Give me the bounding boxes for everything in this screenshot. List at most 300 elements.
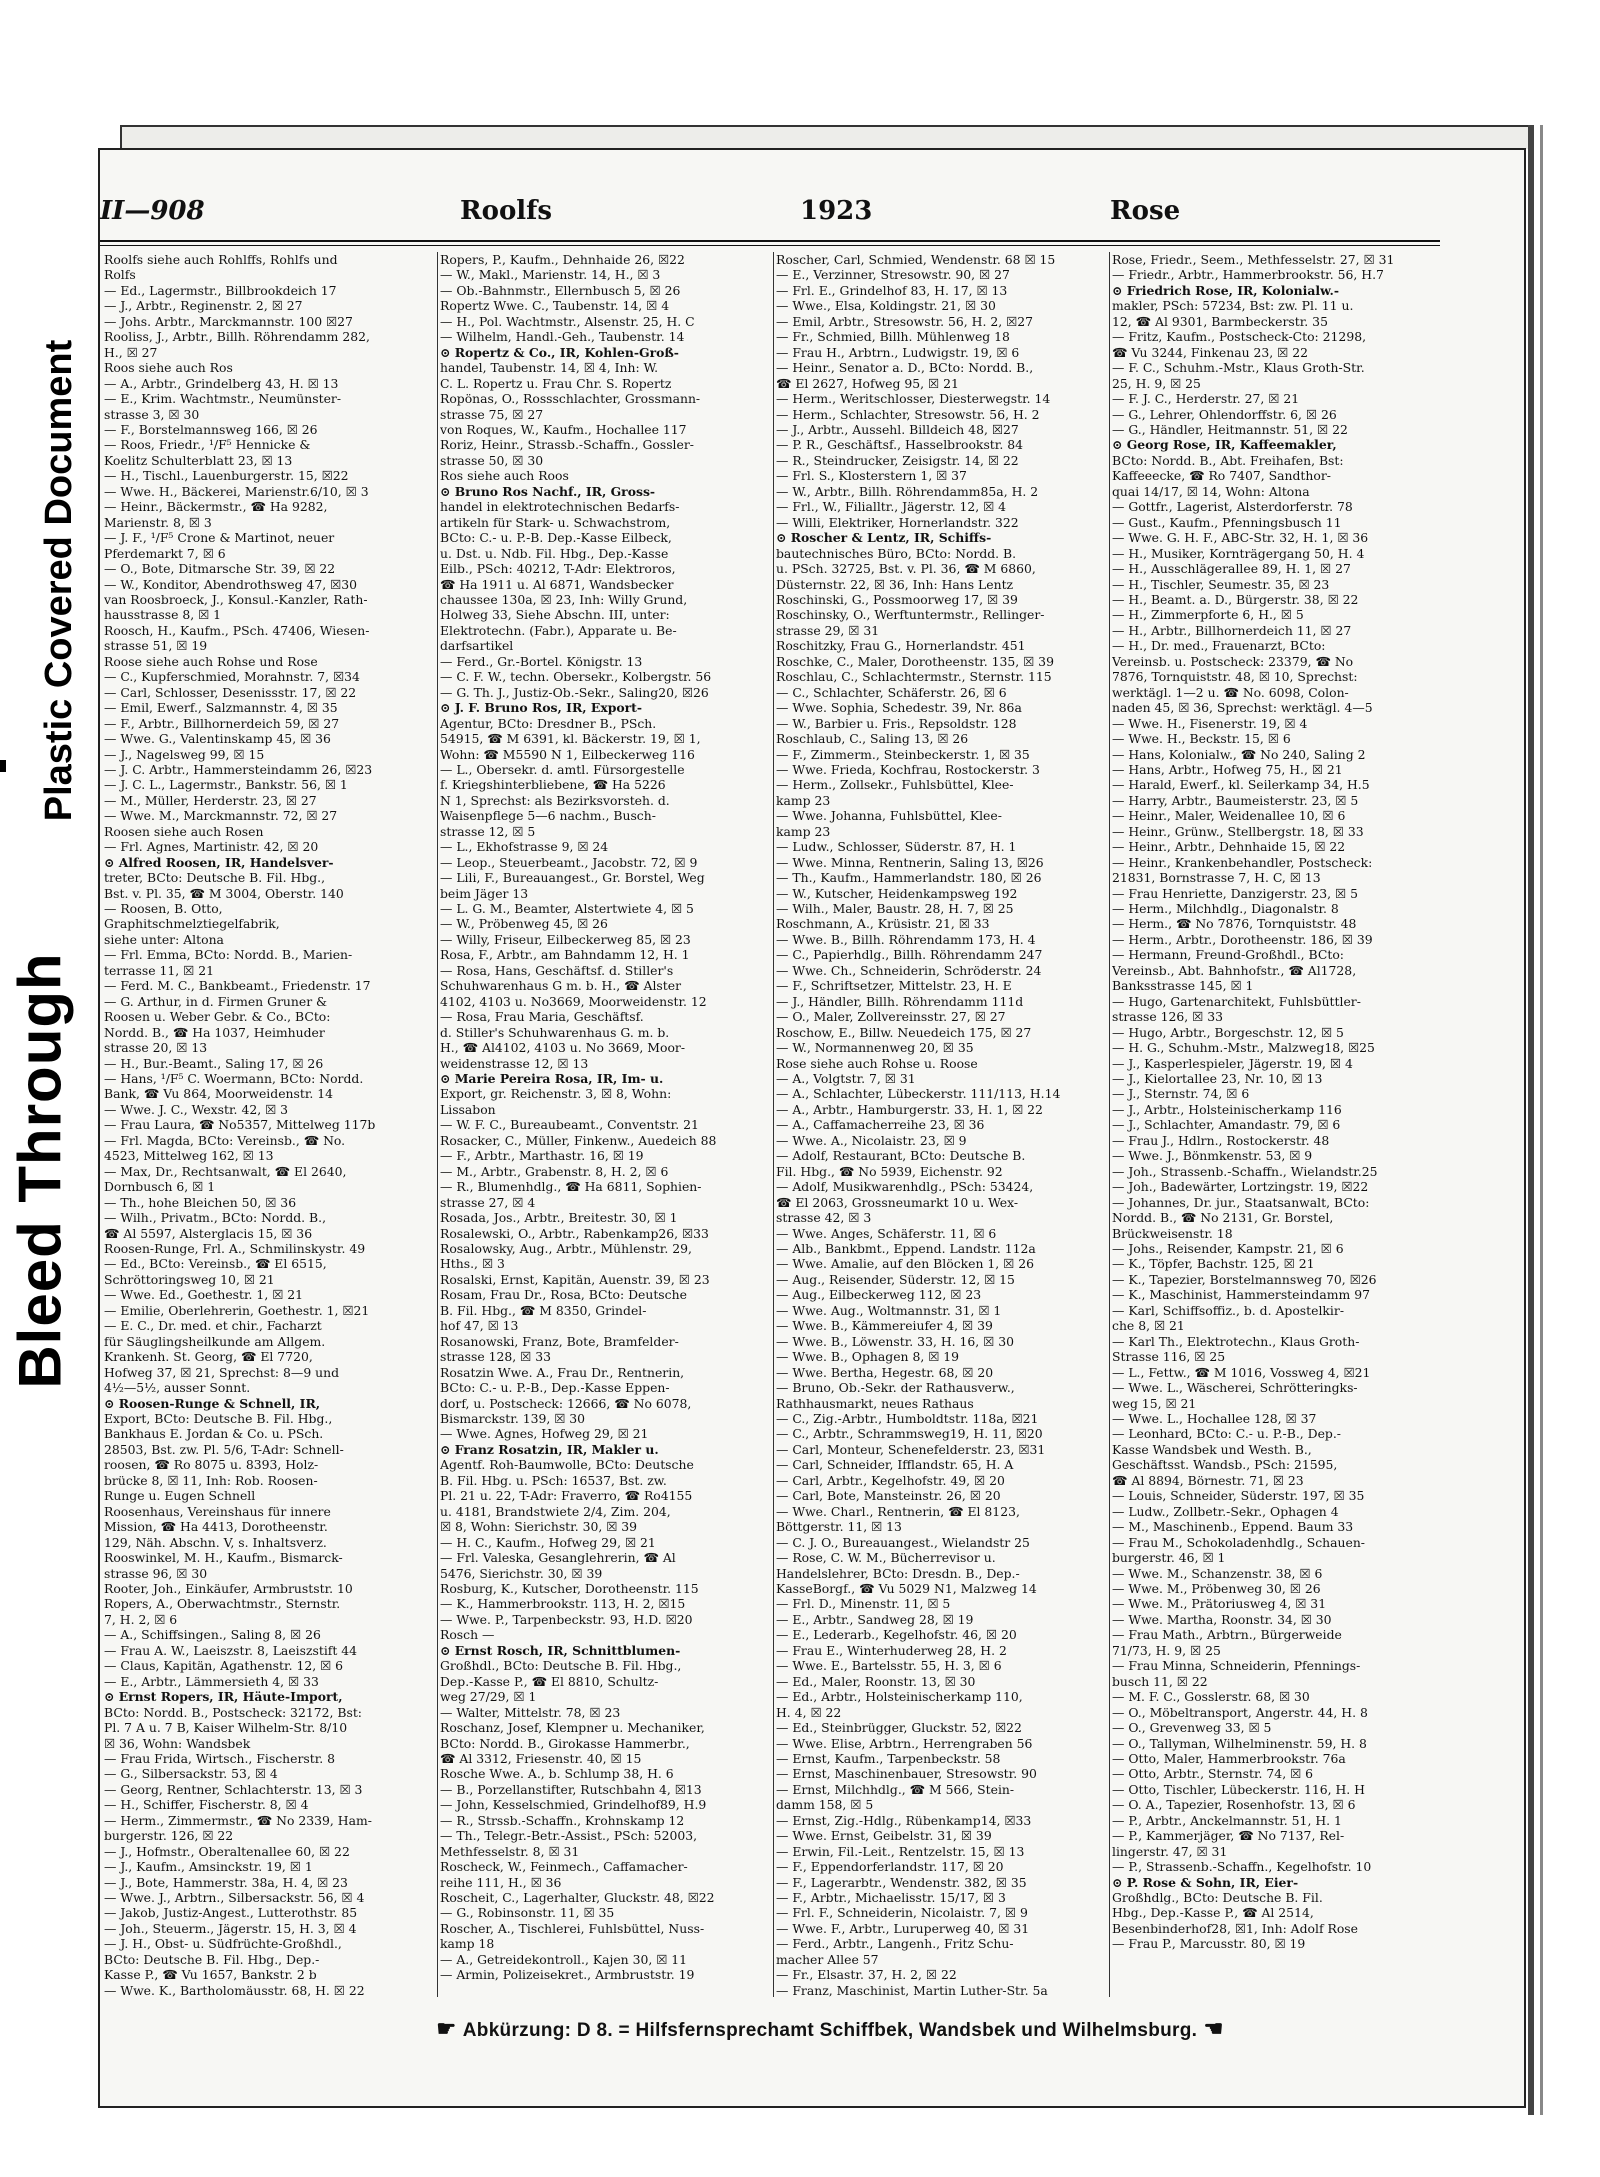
directory-entry-line: — Bruno, Ob.-Sekr. der Rathausverw., <box>776 1380 1015 1396</box>
directory-entry-line: — Heinr., Grünw., Stellbergstr. 18, ☒ 33 <box>1112 823 1364 839</box>
directory-entry-line: strasse 96, ☒ 30 <box>104 1565 208 1581</box>
directory-entry-line: — Fr., Schmied, Billh. Mühlenweg 18 <box>776 329 1010 345</box>
directory-entry-line: Brückweisenstr. 18 <box>1112 1225 1233 1241</box>
scan-edge-inner <box>1540 125 1543 2115</box>
directory-entry-line: Rosada, Jos., Arbtr., Breitestr. 30, ☒ 1 <box>440 1210 678 1226</box>
directory-entry-line: — F., Lagerarbtr., Wendenstr. 382, ☒ 35 <box>776 1874 1027 1890</box>
directory-entry-line: chaussee 130a, ☒ 23, Inh: Willy Grund, <box>440 591 688 607</box>
page-header <box>100 196 1380 236</box>
directory-entry-line: — A., Schiffsingen., Saling 8, ☒ 26 <box>104 1627 321 1643</box>
bleed-through-text: Bleed Through <box>6 951 74 1389</box>
directory-entry-line: Rosalowsky, Aug., Arbtr., Mühlenstr. 29, <box>440 1241 692 1256</box>
directory-entry-line: — Wwe. M., Prätoriusweg 4, ☒ 31 <box>1112 1596 1327 1612</box>
directory-entry-line: — Fritz, Kaufm., Postscheck-Cto: 21298, <box>1112 329 1367 345</box>
directory-entry-line: Banksstrasse 145, ☒ 1 <box>1112 978 1254 994</box>
directory-entry-line: — O., Bote, Ditmarsche Str. 39, ☒ 22 <box>104 561 336 577</box>
side-labels <box>0 0 95 2177</box>
directory-entry-line: ⊙ Ernst Rosch, IR, Schnittblumen- <box>440 1642 681 1658</box>
directory-entry-line: — A., Arbtr., Hamburgerstr. 33, H. 1, ☒ 22 <box>776 1101 1043 1117</box>
directory-entry-line: — H., Beamt. a. D., Bürgerstr. 38, ☒ 22 <box>1112 591 1359 607</box>
directory-entry-line: Schröttoringsweg 10, ☒ 21 <box>104 1271 275 1287</box>
page-edge-shadow <box>120 125 1532 149</box>
directory-entry-line: — Wwe. J., Arbtrn., Silbersackstr. 56, ☒ 4 <box>104 1890 365 1906</box>
directory-entry-line: Roscheck, W., Feinmech., Caffamacher- <box>440 1859 688 1875</box>
directory-entry-line: — Johs. Arbtr., Marckmannstr. 100 ☒27 <box>104 313 353 329</box>
directory-entry-line: BCto: Deutsche B. Fil. Hbg., Dep.- <box>104 1951 320 1967</box>
directory-entry-line: Roschmann, A., Krüsistr. 21, ☒ 33 <box>776 916 990 932</box>
directory-entry-line: — Frau H., Arbtrn., Ludwigstr. 19, ☒ 6 <box>776 344 1020 360</box>
directory-entry-line: terrasse 11, ☒ 21 <box>104 962 214 978</box>
directory-entry-line: — Ed., BCto: Vereinsb., ☎ El 6515, <box>104 1256 327 1272</box>
column-4 <box>1112 252 1437 2002</box>
directory-entry-line: — A., Arbtr., Grindelberg 43, H. ☒ 13 <box>104 375 339 391</box>
directory-entry-line: Hths., ☒ 3 <box>440 1256 505 1272</box>
directory-entry-line: ⊙ Franz Rosatzin, IR, Makler u. <box>440 1441 659 1457</box>
directory-entry-line: kamp 23 <box>776 792 831 808</box>
directory-entry-line: ⊙ Bruno Ros Nachf., IR, Gross- <box>440 483 656 499</box>
abbreviation-footer <box>350 2016 1310 2046</box>
directory-entry-line: BCto: C.- u. P.-B., Dep.-Kasse Eppen- <box>440 1380 670 1396</box>
directory-entry-line: busch 11, ☒ 22 <box>1112 1673 1208 1689</box>
directory-entry-line: — Carl, Schlosser, Desenissstr. 17, ☒ 22 <box>104 684 357 700</box>
directory-entry-line: burgerstr. 126, ☒ 22 <box>104 1828 234 1844</box>
header-rule <box>100 240 1440 242</box>
directory-entry-line: — H., Dr. med., Frauenarzt, BCto: <box>1112 638 1326 654</box>
directory-entry-line: — E., Verzinner, Stresowstr. 90, ☒ 27 <box>776 267 1010 283</box>
directory-entry-line: — Herm., Zollsekr., Fuhlsbüttel, Klee- <box>776 777 1014 793</box>
directory-entry-line: — G., Lehrer, Ohlendorffstr. 6, ☒ 26 <box>1112 406 1337 422</box>
directory-entry-line: — Wwe. A., Nicolaistr. 23, ☒ 9 <box>776 1132 967 1148</box>
directory-entry-line: — Wwe. P., Tarpenbeckstr. 93, H.D. ☒20 <box>440 1611 693 1627</box>
directory-entry-line: — Ob.-Bahnmstr., Ellernbusch 5, ☒ 26 <box>440 282 681 298</box>
directory-entry-line: Roos siehe auch Ros <box>104 360 233 376</box>
directory-entry-line: — Emil, Arbtr., Stresowstr. 56, H. 2, ☒27 <box>776 313 1033 329</box>
directory-entry-line: H. 4, ☒ 22 <box>776 1704 842 1720</box>
directory-entry-line: — Wwe. Agnes, Hofweg 29, ☒ 21 <box>440 1426 649 1442</box>
directory-entry-line: Dornbusch 6, ☒ 1 <box>104 1179 216 1195</box>
directory-entry-line: Eilb., PSch: 40212, T-Adr: Elektroros, <box>440 561 676 577</box>
directory-entry-line: Rooliss, J., Arbtr., Billh. Röhrendamm 282, <box>104 329 370 345</box>
directory-entry-line: Krankenh. St. Georg, ☎ El 7720, <box>104 1349 313 1365</box>
directory-entry-line: ☎ Al 8894, Börnestr. 71, ☒ 23 <box>1112 1472 1304 1488</box>
directory-entry-line: — Armin, Polizeisekret., Armbruststr. 19 <box>440 1967 695 1983</box>
directory-entry-line: — J., Sternstr. 74, ☒ 6 <box>1112 1086 1250 1102</box>
directory-entry-line: — Frl. D., Minenstr. 11, ☒ 5 <box>776 1596 951 1612</box>
directory-entry-line: brücke 8, ☒ 11, Inh: Rob. Roosen- <box>104 1472 318 1488</box>
directory-entry-line: — Ernst, Maschinenbauer, Stresowstr. 90 <box>776 1766 1037 1782</box>
directory-entry-line: — C., Schlachter, Schäferstr. 26, ☒ 6 <box>776 684 1007 700</box>
directory-entry-line: — Herm., Weritschlosser, Diesterwegstr. 14 <box>776 391 1051 407</box>
directory-entry-line: — Erwin, Fil.-Leit., Rentzelstr. 15, ☒ 13 <box>776 1843 1025 1859</box>
directory-entry-line: — Hermann, Freund-Großhdl., BCto: <box>1112 947 1344 963</box>
directory-entry-line: Export, gr. Reichenstr. 3, ☒ 8, Wohn: <box>440 1086 672 1102</box>
directory-entry-line: — Wwe. M., Marckmannstr. 72, ☒ 27 <box>104 808 338 824</box>
directory-entry-line: — Wwe. Ernst, Geibelstr. 31, ☒ 39 <box>776 1828 992 1844</box>
directory-entry-line: — F., Arbtr., Billhornerdeich 59, ☒ 27 <box>104 715 340 731</box>
directory-entry-line: — Heinr., Maler, Weidenallee 10, ☒ 6 <box>1112 808 1346 824</box>
directory-entry-line: — Karl Th., Elektrotechn., Klaus Groth- <box>1112 1333 1360 1349</box>
directory-entry-line: — Ludw., Schlosser, Süderstr. 87, H. 1 <box>776 839 1017 855</box>
directory-entry-line: — Wilhelm, Handl.-Geh., Taubenstr. 14 <box>440 329 685 345</box>
directory-entry-line: Rosacker, C., Müller, Finkenw., Auedeich 88 <box>440 1132 717 1148</box>
directory-entry-line: — A., Caffamacherreihe 23, ☒ 36 <box>776 1117 985 1133</box>
directory-entry-line: BCto: C.- u. P.-B. Dep.-Kasse Eilbeck, <box>440 530 672 546</box>
directory-entry-line: weg 15, ☒ 21 <box>1112 1395 1197 1411</box>
directory-entry-line: — Lili, F., Bureauangest., Gr. Borstel, Weg <box>440 870 705 886</box>
directory-entry-line: Rosatzin Wwe. A., Frau Dr., Rentnerin, <box>440 1364 685 1380</box>
directory-entry-line: ☎ El 2627, Hofweg 95, ☒ 21 <box>776 375 959 391</box>
directory-entry-line: — Wwe. Sophia, Schedestr. 39, Nr. 86a <box>776 700 1022 716</box>
directory-entry-line: darfsartikel <box>440 638 514 654</box>
directory-entry-line: — Aug., Reisender, Süderstr. 12, ☒ 15 <box>776 1271 1015 1287</box>
directory-entry-line: Ropers, A., Oberwachtmstr., Sternstr. <box>104 1596 341 1612</box>
directory-entry-line: — W., Pröbenweg 45, ☒ 26 <box>440 916 608 932</box>
directory-entry-line: — Friedr., Arbtr., Hammerbrookstr. 56, H.7 <box>1112 267 1384 283</box>
directory-entry-line: — Carl, Monteur, Schenefelderstr. 23, ☒31 <box>776 1441 1046 1457</box>
directory-entry-line: — C., Papierhdlg., Billh. Röhrendamm 247 <box>776 947 1043 963</box>
directory-entry-line: Kasse Wandsbek und Westh. B., <box>1112 1441 1312 1457</box>
directory-entry-line: — Wwe. Johanna, Fuhlsbüttel, Klee- <box>776 808 1002 824</box>
directory-entry-line: — Alb., Bankbmt., Eppend. Landstr. 112a <box>776 1241 1036 1256</box>
directory-entry-line: 4102, 4103 u. No3669, Moorweidenstr. 12 <box>440 993 707 1009</box>
scan-edge <box>1528 125 1534 2115</box>
directory-entry-line: Rooter, Joh., Einkäufer, Armbruststr. 10 <box>104 1580 353 1596</box>
directory-entry-line: — J. C. Arbtr., Hammersteindamm 26, ☒23 <box>104 761 373 777</box>
directory-entry-line: — Hans, Arbtr., Hofweg 75, H., ☒ 21 <box>1112 761 1343 777</box>
directory-entry-line: Export, BCto: Deutsche B. Fil. Hbg., <box>104 1410 333 1426</box>
directory-entry-line: — Claus, Kapitän, Agathenstr. 12, ☒ 6 <box>104 1658 344 1674</box>
directory-entry-line: naden 45, ☒ 36, Sprechst: werktägl. 4—5 <box>1112 700 1373 716</box>
directory-entry-line: Rosburg, K., Kutscher, Dorotheenstr. 115 <box>440 1580 699 1596</box>
directory-entry-line: — Johannes, Dr. jur., Staatsanwalt, BCto: <box>1112 1194 1370 1210</box>
directory-entry-line: — J., Kaufm., Amsinckstr. 19, ☒ 1 <box>104 1859 313 1875</box>
directory-entry-line: ☎ Al 3312, Friesenstr. 40, ☒ 15 <box>440 1750 642 1766</box>
directory-entry-line: Vereinsb., Abt. Bahnhofstr., ☎ Al1728, <box>1112 962 1357 978</box>
directory-entry-line: — Hans, Kolonialw., ☎ No 240, Saling 2 <box>1112 746 1366 762</box>
directory-entry-line: — G., Händler, Heitmannstr. 51, ☒ 22 <box>1112 421 1348 437</box>
directory-entry-line: Wohn: ☎ M5590 N 1, Eilbeckerweg 116 <box>440 746 695 762</box>
directory-entry-line: roosen, ☎ Ro 8075 u. 8393, Holz- <box>104 1457 319 1473</box>
directory-entry-line: — Wwe. G. H. F., ABC-Str. 32, H. 1, ☒ 36 <box>1112 530 1369 546</box>
directory-entry-line: — Karl, Schiffsoffiz., b. d. Apostelkir- <box>1112 1302 1345 1318</box>
directory-entry-line: — Roos, Friedr., ¹/F⁵ Hennicke & <box>104 437 311 453</box>
directory-entry-line: — L. G. M., Beamter, Alstertwiete 4, ☒ 5 <box>440 901 694 917</box>
directory-entry-line: — K., Maschinist, Hammersteindamm 97 <box>1112 1287 1370 1303</box>
directory-entry-line: — Wwe. G., Valentinskamp 45, ☒ 36 <box>104 731 331 747</box>
directory-entry-line: — J. C. L., Lagermstr., Bankstr. 56, ☒ 1 <box>104 777 348 793</box>
directory-entry-line: lingerstr. 47, ☒ 31 <box>1112 1843 1228 1859</box>
directory-entry-line: Fil. Hbg., ☎ No 5939, Eichenstr. 92 <box>776 1163 1003 1179</box>
directory-entry-line: — Joh., Steuerm., Jägerstr. 15, H. 3, ☒ 4 <box>104 1920 357 1936</box>
plastic-covered-text: Plastic Covered Document <box>38 339 81 821</box>
directory-entry-line: — Louis, Schneider, Süderstr. 197, ☒ 35 <box>1112 1488 1365 1504</box>
directory-entry-line: — E., Lederarb., Kegelhofstr. 46, ☒ 20 <box>776 1627 1017 1643</box>
directory-entry-line: Roosenhaus, Vereinshaus für innere <box>104 1503 331 1519</box>
directory-entry-line: Roscher, Carl, Schmied, Wendenstr. 68 ☒ 15 <box>776 252 1056 267</box>
directory-entry-line: damm 158, ☒ 5 <box>776 1797 874 1813</box>
directory-entry-line: treter, BCto: Deutsche B. Fil. Hbg., <box>104 870 326 886</box>
directory-entry-line: Roschke, C., Maler, Dorotheenstr. 135, ☒ 39 <box>776 653 1054 669</box>
footer-text: Abkürzung: D 8. = Hilfsfernsprechamt Schiffbek, Wandsbek und Wilhelmsburg. <box>462 2020 1198 2041</box>
directory-entry-line: strasse 42, ☒ 3 <box>776 1210 872 1226</box>
directory-entry-line: — W., Normannenweg 20, ☒ 35 <box>776 1040 974 1056</box>
directory-entry-line: — Adolf, Restaurant, BCto: Deutsche B. <box>776 1148 1026 1164</box>
directory-entry-line: 7876, Tornquiststr. 48, ☒ 10, Sprechst: <box>1112 669 1358 685</box>
directory-entry-line: — Heinr., Arbtr., Dehnhaide 15, ☒ 22 <box>1112 839 1346 855</box>
directory-entry-line: — Ferd., Arbtr., Langenh., Fritz Schu- <box>776 1936 1014 1952</box>
directory-entry-line: — Frl. F., Schneiderin, Nicolaistr. 7, ☒ 9 <box>776 1905 1028 1921</box>
directory-entry-line: strasse 3, ☒ 30 <box>104 406 200 422</box>
column-3 <box>776 252 1101 2002</box>
directory-entry-line: Rose, Friedr., Seem., Methfesselstr. 27, ☒ 31 <box>1112 252 1395 267</box>
directory-entry-line: Nordd. B., ☎ No 2131, Gr. Borstel, <box>1112 1210 1334 1226</box>
directory-entry-line: — L., Fettw., ☎ M 1016, Vossweg 4, ☒21 <box>1112 1364 1371 1380</box>
guide-word-first: Roolfs <box>460 196 552 226</box>
directory-entry-line: — Joh., Strassenb.-Schaffn., Wielandstr.25 <box>1112 1163 1378 1179</box>
directory-entry-line: — F., Schriftsetzer, Mittelstr. 23, H. E <box>776 978 1012 994</box>
directory-entry-line: — W., Konditor, Abendrothsweg 47, ☒30 <box>104 576 358 592</box>
directory-entry-line: — M., Arbtr., Grabenstr. 8, H. 2, ☒ 6 <box>440 1163 669 1179</box>
column-1 <box>104 252 429 2002</box>
directory-entry-line: — Willy, Friseur, Eilbeckerweg 85, ☒ 23 <box>440 931 691 947</box>
directory-entry-line: — Harald, Ewerf., kl. Seilerkamp 34, H.5 <box>1112 777 1370 793</box>
directory-entry-line: — John, Kesselschmied, Grindelhof89, H.9 <box>440 1797 707 1813</box>
directory-entry-line: — G., Robinsonstr. 11, ☒ 35 <box>440 1905 615 1921</box>
directory-entry-line: — E., Arbtr., Sandweg 28, ☒ 19 <box>776 1611 974 1627</box>
directory-entry-line: — Rosa, Hans, Geschäftsf. d. Stiller's <box>440 962 674 978</box>
directory-entry-line: — O. A., Tapezier, Rosenhofstr. 13, ☒ 6 <box>1112 1797 1356 1813</box>
directory-entry-line: B. Fil. Hbg., ☎ M 8350, Grindel- <box>440 1302 647 1318</box>
directory-entry-line: — K., Tapezier, Borstelmannsweg 70, ☒26 <box>1112 1271 1377 1287</box>
directory-entry-line: — F., Zimmerm., Steinbeckerstr. 1, ☒ 35 <box>776 746 1030 762</box>
directory-entry-line: — Wwe. B., Ophagen 8, ☒ 19 <box>776 1349 960 1365</box>
directory-entry-line: — Frl. Agnes, Martinistr. 42, ☒ 20 <box>104 839 319 855</box>
directory-entry-line: — Frau E., Winterhuderweg 28, H. 2 <box>776 1642 1007 1658</box>
directory-entry-line: Roschlaub, C., Saling 13, ☒ 26 <box>776 731 969 747</box>
directory-entry-line: — Wwe. M., Schanzenstr. 38, ☒ 6 <box>1112 1565 1323 1581</box>
directory-entry-line: — Gottfr., Lagerist, Alsterdorferstr. 78 <box>1112 499 1353 515</box>
directory-entry-line: 12, ☎ Al 9301, Barmbeckerstr. 35 <box>1112 313 1328 329</box>
directory-entry-line: — Leop., Steuerbeamt., Jacobstr. 72, ☒ 9 <box>440 854 698 870</box>
directory-entry-line: — H., Bur.-Beamt., Saling 17, ☒ 26 <box>104 1055 324 1071</box>
directory-entry-line: — Ed., Maler, Roonstr. 13, ☒ 30 <box>776 1673 976 1689</box>
directory-entry-line: — K., Töpfer, Bachstr. 125, ☒ 21 <box>1112 1256 1315 1272</box>
directory-entry-line: Roriz, Heinr., Strassb.-Schaffn., Gossler- <box>440 437 694 453</box>
directory-entry-line: — Max, Dr., Rechtsanwalt, ☎ El 2640, <box>104 1163 347 1179</box>
directory-entry-line: — Joh., Badewärter, Lortzingstr. 19, ☒22 <box>1112 1179 1369 1195</box>
directory-entry-line: — Herm., Milchhdlg., Diagonalstr. 8 <box>1112 901 1339 917</box>
directory-entry-line: Roosch, H., Kaufm., PSch. 47406, Wiesen- <box>104 622 370 638</box>
directory-entry-line: u. 4181, Brandstwiete 2/4, Zim. 204, <box>440 1503 671 1519</box>
directory-entry-line: — Herm., Zimmermstr., ☎ No 2339, Ham- <box>104 1812 372 1828</box>
directory-entry-line: — Th., Kaufm., Hammerlandstr. 180, ☒ 26 <box>776 870 1042 886</box>
directory-entry-line: che 8, ☒ 21 <box>1112 1318 1185 1334</box>
directory-entry-line: weg 27/29, ☒ 1 <box>440 1689 537 1705</box>
directory-entry-line: — J., Kielortallee 23, Nr. 10, ☒ 13 <box>1112 1071 1323 1087</box>
directory-entry-line: — Wwe. Elise, Arbtrn., Herrengraben 56 <box>776 1735 1033 1751</box>
directory-entry-line: strasse 12, ☒ 5 <box>440 823 536 839</box>
directory-entry-line: — C., Zig.-Arbtr., Humboldtstr. 118a, ☒21 <box>776 1410 1039 1426</box>
directory-entry-line: — J., Arbtr., Aussehl. Billdeich 48, ☒27 <box>776 421 1019 437</box>
directory-entry-line: — Ludw., Zollbetr.-Sekr., Ophagen 4 <box>1112 1503 1339 1519</box>
directory-entry-line: 129, Näh. Abschn. V, s. Inhaltsverz. <box>104 1534 327 1550</box>
directory-entry-line: ⊙ Alfred Roosen, IR, Handelsver- <box>104 854 334 870</box>
directory-entry-line: Rosche Wwe. A., b. Schlump 38, H. 6 <box>440 1766 674 1782</box>
directory-entry-line: Bismarckstr. 139, ☒ 30 <box>440 1410 586 1426</box>
directory-entry-line: BCto: Nordd. B., Girokasse Hammerbr., <box>440 1735 690 1751</box>
directory-entry-line: Rosanowski, Franz, Bote, Bramfelder- <box>440 1333 679 1349</box>
directory-entry-line: — F. J. C., Herderstr. 27, ☒ 21 <box>1112 391 1300 407</box>
directory-entry-line: — Frau Minna, Schneiderin, Pfennings- <box>1112 1658 1361 1674</box>
directory-entry-line: — W., Kutscher, Heidenkampsweg 192 <box>776 885 1018 901</box>
directory-entry-line: BCto: Nordd. B., Abt. Freihafen, Bst: <box>1112 452 1344 468</box>
directory-entry-line: — J., Arbtr., Holsteinischerkamp 116 <box>1112 1101 1342 1117</box>
directory-entry-line: — H., Tischl., Lauenburgerstr. 15, ☒22 <box>104 468 349 484</box>
directory-entry-line: — Emilie, Oberlehrerin, Goethestr. 1, ☒21 <box>104 1302 370 1318</box>
directory-entry-line: — Johs., Reisender, Kampstr. 21, ☒ 6 <box>1112 1241 1344 1256</box>
directory-entry-line: — J. F., ¹/F⁵ Crone & Martinot, neuer <box>104 530 335 546</box>
directory-entry-line: ☒ 8, Wohn: Sierichstr. 30, ☒ 39 <box>440 1519 638 1535</box>
directory-entry-line: — H., Arbtr., Billhornerdeich 11, ☒ 27 <box>1112 622 1352 638</box>
margin-tick-mark <box>0 760 6 772</box>
directory-entry-line: — Wwe. Amalie, auf den Blöcken 1, ☒ 26 <box>776 1256 1034 1272</box>
directory-entry-line: f. Kriegshinterbliebene, ☎ Ha 5226 <box>440 777 666 793</box>
directory-entry-line: — Wwe. H., Fisenerstr. 19, ☒ 4 <box>1112 715 1308 731</box>
directory-entry-line: — J., Hofmstr., Oberaltenallee 60, ☒ 22 <box>104 1843 350 1859</box>
directory-entry-line: Geschäftsst. Wandsb., PSch: 21595, <box>1112 1457 1338 1473</box>
directory-entry-line: — Wwe., Elsa, Koldingstr. 21, ☒ 30 <box>776 298 996 314</box>
directory-entry-line: — P., Kammerjäger, ☎ No 7137, Rel- <box>1112 1828 1345 1844</box>
directory-entry-line: — F., Borstelmannsweg 166, ☒ 26 <box>104 421 318 437</box>
directory-entry-line: — Ernst, Milchhdlg., ☎ M 566, Stein- <box>776 1781 1015 1797</box>
directory-entry-line: H., ☒ 27 <box>104 344 158 360</box>
directory-entry-line: — Frau Math., Arbtrn., Bürgerweide <box>1112 1627 1342 1643</box>
directory-entry-line: 54915, ☎ M 6391, kl. Bäckerstr. 19, ☒ 1, <box>440 731 701 747</box>
directory-entry-line: — W. F. C., Bureaubeamt., Conventstr. 21 <box>440 1117 699 1133</box>
directory-entry-line: — Harry, Arbtr., Baumeisterstr. 23, ☒ 5 <box>1112 792 1359 808</box>
directory-entry-line: kamp 23 <box>776 823 831 839</box>
directory-entry-line: — Frau M., Schokoladenhdlg., Schauen- <box>1112 1534 1365 1550</box>
directory-entry-line: — Ernst, Kaufm., Tarpenbeckstr. 58 <box>776 1750 1001 1766</box>
directory-entry-line: Roosen siehe auch Rosen <box>104 823 264 839</box>
directory-entry-line: H., ☎ Al4102, 4103 u. No 3669, Moor- <box>440 1040 686 1056</box>
directory-entry-line: strasse 75, ☒ 27 <box>440 406 544 422</box>
page-number: II—908 <box>100 196 205 226</box>
directory-entry-line: — A., Volgtstr. 7, ☒ 31 <box>776 1071 916 1087</box>
directory-entry-line: — O., Maler, Zollvereinsstr. 27, ☒ 27 <box>776 1009 1006 1025</box>
directory-entry-line: — Willi, Elektriker, Hornerlandstr. 322 <box>776 514 1019 530</box>
directory-entry-line: — O., Möbeltransport, Angerstr. 44, H. 8 <box>1112 1704 1368 1720</box>
directory-entry-line: Großhdlg., BCto: Deutsche B. Fil. <box>1112 1890 1323 1906</box>
directory-entry-line: — Th., hohe Bleichen 50, ☒ 36 <box>104 1194 297 1210</box>
directory-entry-line: — H., Tischler, Seumestr. 35, ☒ 23 <box>1112 576 1330 592</box>
directory-entry-line: strasse 51, ☒ 19 <box>104 638 208 654</box>
directory-entry-line: Mission, ☎ Ha 4413, Dorotheenstr. <box>104 1519 328 1535</box>
directory-entry-line: ⊙ Ernst Ropers, IR, Häute-Import, <box>104 1689 343 1705</box>
directory-entry-line: kamp 18 <box>440 1936 495 1952</box>
plastic-covered-label <box>30 300 90 860</box>
directory-entry-line: d. Stiller's Schuhwarenhaus G. m. b. <box>440 1024 670 1040</box>
directory-entry-line: Ros siehe auch Roos <box>440 468 569 484</box>
directory-entry-line: Marienstr. 8, ☒ 3 <box>104 514 212 530</box>
directory-entry-line: burgerstr. 46, ☒ 1 <box>1112 1550 1226 1566</box>
directory-entry-line: — Frau Frida, Wirtsch., Fischerstr. 8 <box>104 1750 336 1766</box>
pointing-hand-icon: ☚ <box>1197 2016 1224 2041</box>
directory-entry-line: — G., Silbersackstr. 53, ☒ 4 <box>104 1766 278 1782</box>
directory-entry-line: 5476, Sierichstr. 30, ☒ 39 <box>440 1565 603 1581</box>
directory-entry-line: — Wwe. Frieda, Kochfrau, Rostockerstr. 3 <box>776 761 1040 777</box>
directory-entry-line: Graphitschmelztiegelfabrik, <box>104 916 280 932</box>
directory-entry-line: — Wwe. H., Beckstr. 15, ☒ 6 <box>1112 731 1291 747</box>
directory-entry-line: — O., Tallyman, Wilhelminenstr. 59, H. 8 <box>1112 1735 1367 1751</box>
directory-entry-line: — Wilh., Maler, Baustr. 28, H. 7, ☒ 25 <box>776 901 1014 917</box>
directory-entry-line: — Hugo, Arbtr., Borgeschstr. 12, ☒ 5 <box>1112 1024 1344 1040</box>
directory-entry-line: — E. C., Dr. med. et chir., Facharzt <box>104 1318 322 1334</box>
directory-entry-line: — Ed., Arbtr., Holsteinischerkamp 110, <box>776 1689 1023 1705</box>
directory-entry-line: hausstrasse 8, ☒ 1 <box>104 607 222 623</box>
directory-entry-line: handel in elektrotechnischen Bedarfs- <box>440 499 680 515</box>
directory-entry-line: — E., Arbtr., Lämmersieth 4, ☒ 33 <box>104 1673 319 1689</box>
directory-entry-line: C. L. Ropertz u. Frau Chr. S. Ropertz <box>440 375 672 391</box>
directory-entry-line: für Säuglingsheilkunde am Allgem. <box>104 1333 326 1349</box>
directory-entry-line: — Wwe. M., Pröbenweg 30, ☒ 26 <box>1112 1580 1321 1596</box>
directory-entry-line: Kasse P., ☎ Vu 1657, Bankstr. 2 b <box>104 1967 317 1983</box>
directory-entry-line: — G. Arthur, in d. Firmen Gruner & <box>104 993 328 1009</box>
directory-columns <box>104 252 1444 2002</box>
directory-entry-line: — H. C., Kaufm., Hofweg 29, ☒ 21 <box>440 1534 656 1550</box>
directory-entry-line: reihe 111, H., ☒ 36 <box>440 1874 562 1890</box>
header-rule-thin <box>100 245 1440 246</box>
directory-entry-line: — Rose, C. W. M., Bücherrevisor u. <box>776 1550 996 1566</box>
directory-entry-line: strasse 27, ☒ 4 <box>440 1194 536 1210</box>
directory-entry-line: Nordd. B., ☎ Ha 1037, Heimhuder <box>104 1024 325 1040</box>
directory-entry-line: handel, Taubenstr. 14, ☒ 4, Inh: W. <box>440 360 659 376</box>
directory-entry-line: — Gust., Kaufm., Pfenningsbusch 11 <box>1112 514 1342 530</box>
directory-entry-line: — B., Porzellanstifter, Rutschbahn 4, ☒13 <box>440 1781 702 1797</box>
directory-entry-line: u. Dst. u. Ndb. Fil. Hbg., Dep.-Kasse <box>440 545 669 561</box>
directory-entry-line: Pl. 21 u. 22, T-Adr: Fraverro, ☎ Ro4155 <box>440 1488 693 1504</box>
directory-entry-line: — Ferd., Gr.-Bortel. Königstr. 13 <box>440 653 643 669</box>
directory-entry-line: strasse 128, ☒ 33 <box>440 1349 551 1365</box>
directory-entry-line: dorf, u. Postscheck: 12666, ☎ No 6078, <box>440 1395 692 1411</box>
directory-entry-line: — W., Barbier u. Fris., Repsoldstr. 128 <box>776 715 1017 731</box>
directory-entry-line: — R., Strssb.-Schaffn., Krohnskamp 12 <box>440 1812 685 1828</box>
directory-entry-line: — J., Nagelsweg 99, ☒ 15 <box>104 746 265 762</box>
directory-entry-line: — Frl. Valeska, Gesanglehrerin, ☎ Al <box>440 1550 676 1566</box>
directory-entry-line: B. Fil. Hbg. u. PSch: 16537, Bst. zw. <box>440 1472 667 1488</box>
directory-entry-line: KasseBorgf., ☎ Vu 5029 N1, Malzweg 14 <box>776 1580 1037 1596</box>
directory-entry-line: beim Jäger 13 <box>440 885 529 901</box>
directory-entry-line: Roschinski, G., Possmoorweg 17, ☒ 39 <box>776 591 1018 607</box>
directory-entry-line: 28503, Bst. zw. Pl. 5/6, T-Adr: Schnell- <box>104 1441 344 1457</box>
directory-entry-line: u. PSch. 32725, Bst. v. Pl. 36, ☎ M 6860, <box>776 561 1036 577</box>
directory-entry-line: ⊙ Roosen-Runge & Schnell, IR, <box>104 1395 321 1411</box>
directory-entry-line: — Heinr., Senator a. D., BCto: Nordd. B., <box>776 360 1034 376</box>
directory-entry-line: Bank, ☎ Vu 864, Moorweidenstr. 14 <box>104 1086 334 1102</box>
directory-entry-line: macher Allee 57 <box>776 1951 879 1967</box>
directory-entry-line: — Otto, Maler, Hammerbrookstr. 76a <box>1112 1750 1346 1766</box>
directory-entry-line: — Frau Henriette, Danzigerstr. 23, ☒ 5 <box>1112 885 1358 901</box>
directory-entry-line: — Frau J., Hdlrn., Rostockerstr. 48 <box>1112 1132 1330 1148</box>
directory-entry-line: Roschanz, Josef, Klempner u. Mechaniker, <box>440 1720 705 1736</box>
directory-entry-line: — Walter, Mittelstr. 78, ☒ 23 <box>440 1704 621 1720</box>
directory-entry-line: — H., Musiker, Kornträgergang 50, H. 4 <box>1112 545 1365 561</box>
directory-entry-line: — Wwe. K., Bartholomäusstr. 68, H. ☒ 22 <box>104 1982 365 1998</box>
directory-entry-line: Roschow, E., Billw. Neuedeich 175, ☒ 27 <box>776 1024 1032 1040</box>
directory-entry-line: — Frau A. W., Laeiszstr. 8, Laeiszstift 44 <box>104 1642 358 1658</box>
directory-entry-line: — M., Maschinenb., Eppend. Baum 33 <box>1112 1519 1354 1535</box>
directory-entry-line: Roose siehe auch Rohse und Rose <box>104 653 318 669</box>
